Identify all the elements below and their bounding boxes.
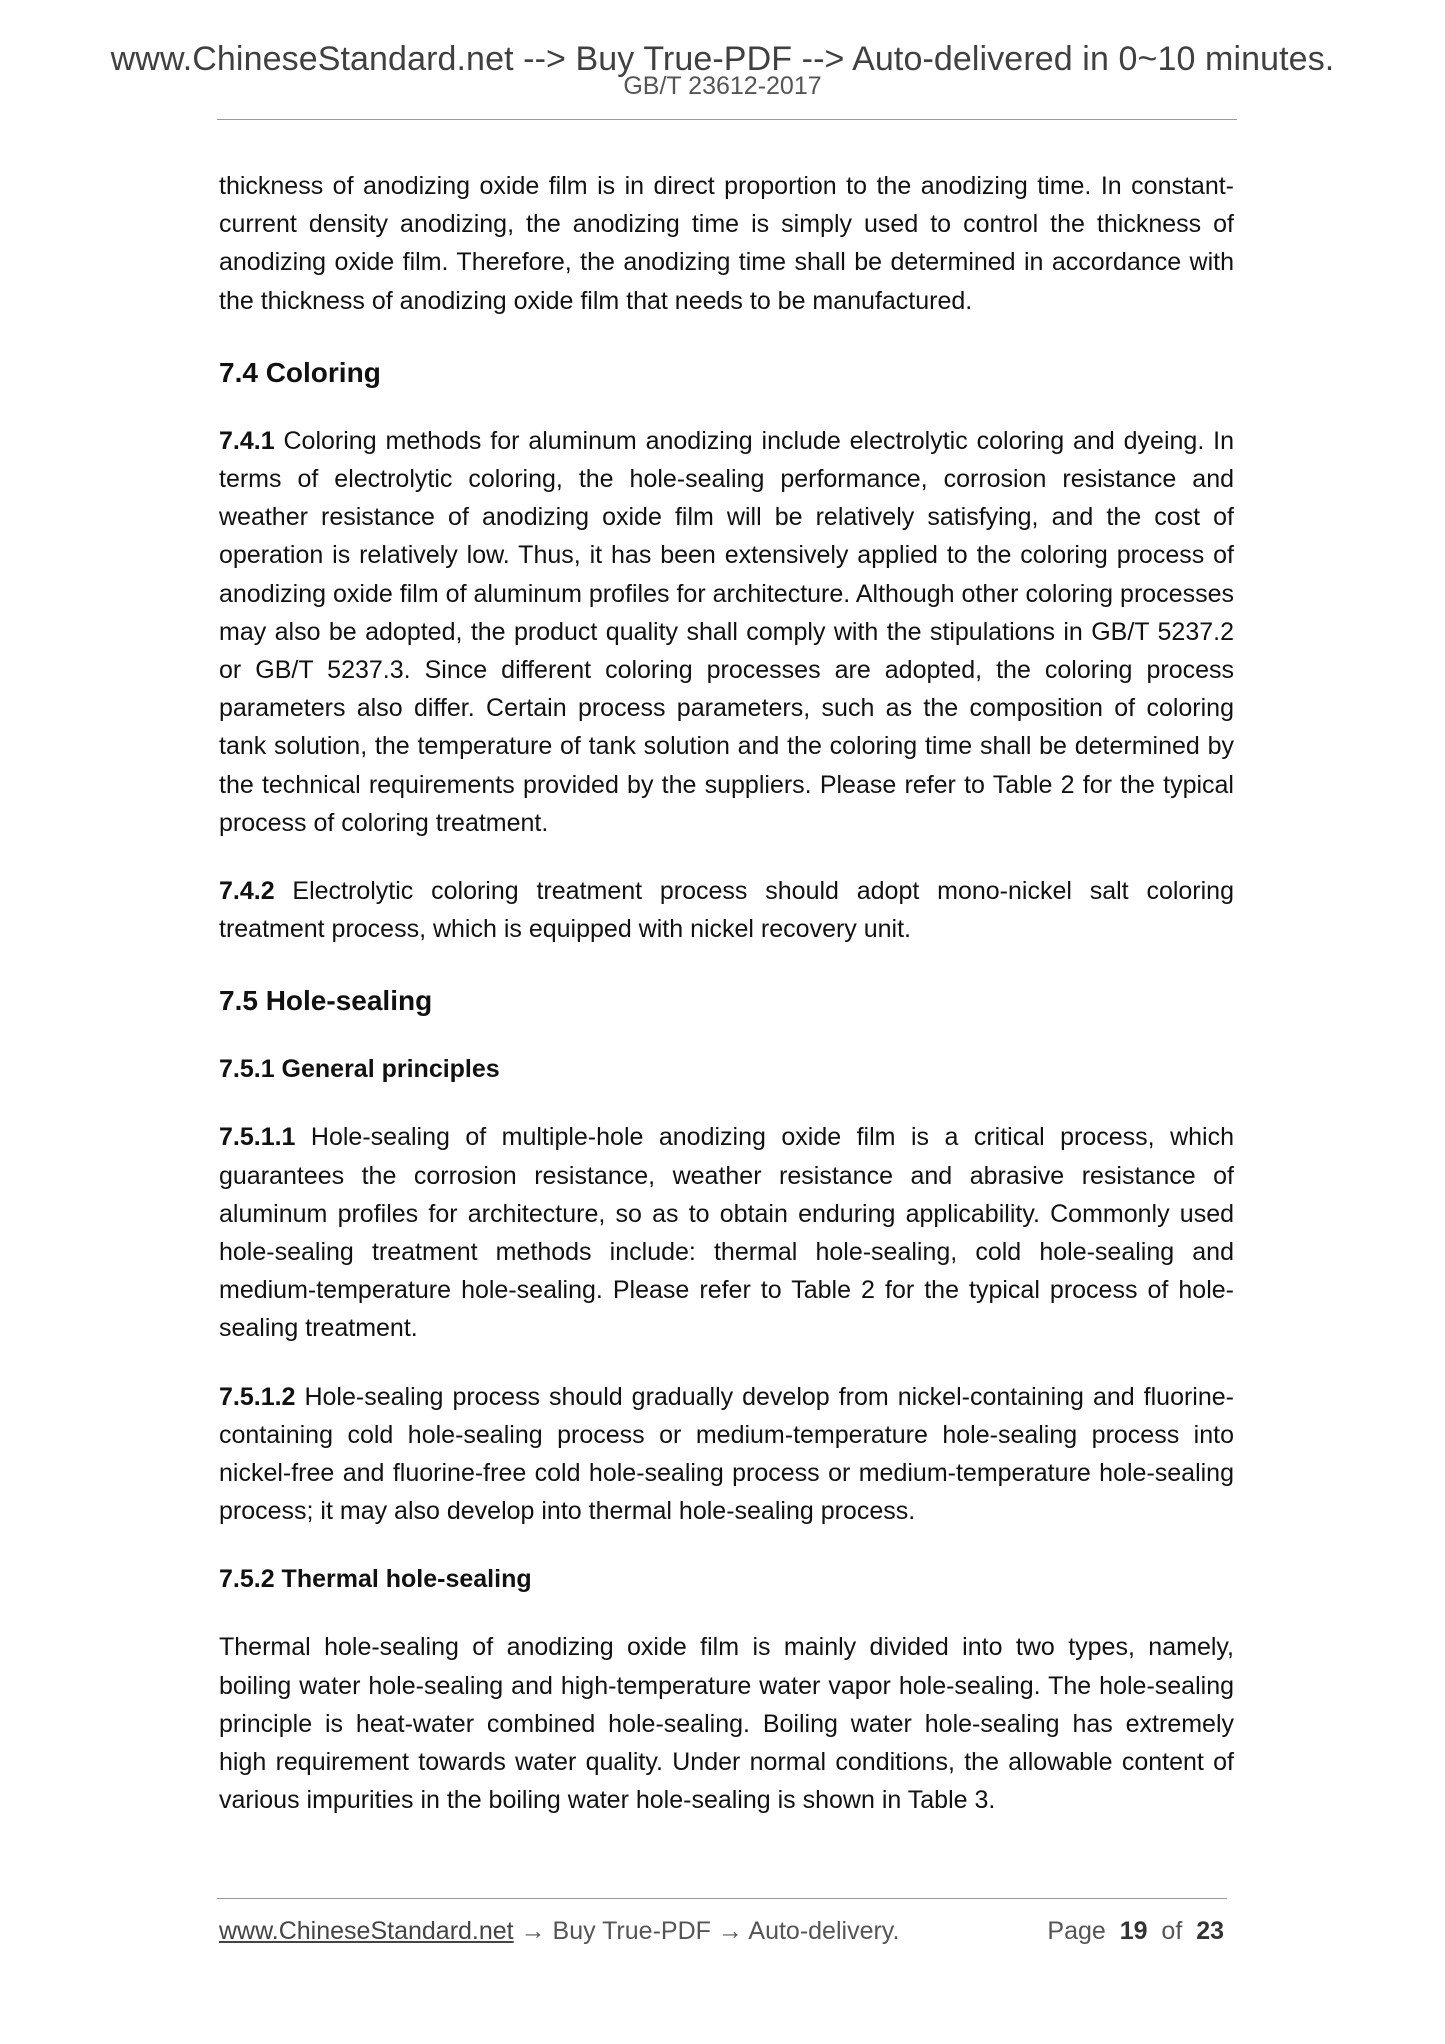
- clause-7-4-2: [219, 872, 1234, 948]
- section-7-5-1-heading: 7.5.1 General principles: [219, 1055, 500, 1084]
- header-divider: [217, 119, 1237, 120]
- footer-promo: [219, 1917, 899, 1946]
- clause-text: Hole-sealing of multiple-hole anodizing oxide film is a critical process, which guarantees the corrosion resistance, weather resistance and abrasive resistance of aluminum profiles for architecture, so as to obtain enduring applicability. Commonly used hole-sealing treatment methods include: thermal hole-sealing, cold hole-sealing and medium-temperature hole-sealing. Please refer to Table 2 for the typical process of hole-sealing treatment.: [219, 1123, 1234, 1343]
- section-7-4-heading: 7.4 Coloring: [219, 356, 381, 388]
- clause-number: 7.5.1.1: [219, 1123, 296, 1152]
- page-footer: [219, 1917, 1234, 1957]
- footer-divider: [217, 1898, 1227, 1899]
- footer-tail-text: → Buy True-PDF → Auto-delivery.: [513, 1917, 900, 1945]
- page-current: 19: [1119, 1917, 1148, 1945]
- section-7-5-heading: 7.5 Hole-sealing: [219, 985, 433, 1017]
- section-7-5-2-heading: 7.5.2 Thermal hole-sealing: [219, 1565, 532, 1594]
- clause-text: Hole-sealing process should gradually develop from nickel-containing and fluorine-containing cold hole-sealing process or medium-temperature hole-sealing process into nickel-free and fluorine-free cold hole-sealing process or medium-temperature hole-sealing process; it may also develop into thermal hole-sealing process.: [219, 1382, 1234, 1526]
- document-number: GB/T 23612-2017: [623, 72, 822, 100]
- clause-text: Coloring methods for aluminum anodizing include electrolytic coloring and dyeing. In terms of electrolytic coloring, the hole-sealing performance, corrosion resistance and weather resistance of anodizing oxide film will be relatively satisfying, and the cost of operation is relatively low. Thus, it has been extensively applied to the coloring process of anodizing oxide film of aluminum profiles for architecture. Although other coloring processes may also be adopted, the product quality shall comply with the stipulations in GB/T 5237.2 or GB/T 5237.3. Since different coloring processes are adopted, the coloring process parameters also differ. Certain process parameters, such as the composition of coloring tank solution, the temperature of tank solution and the coloring time shall be determined by the technical requirements provided by the suppliers. Please refer to Table 2 for the typical process of coloring treatment.: [219, 426, 1234, 837]
- clause-7-5-1-2: [219, 1378, 1234, 1531]
- page-body: [219, 167, 1234, 1850]
- site-link[interactable]: www.ChineseStandard.net: [219, 1917, 514, 1945]
- clause-number: 7.4.2: [219, 877, 275, 906]
- clause-number: 7.4.1: [219, 426, 275, 455]
- page-total: 23: [1196, 1917, 1224, 1945]
- page-label: Page: [1047, 1917, 1106, 1945]
- intro-paragraph: thickness of anodizing oxide film is in direct proportion to the anodizing time. In constant-current density anodizing, the anodizing time is simply used to control the thickness of anodizing oxide film. Therefore, the anodizing time shall be determined in accordance with the thickness of anodizing oxide film that needs to be manufactured.: [219, 172, 1234, 315]
- of-label: of: [1161, 1917, 1183, 1945]
- page-indicator: [1047, 1917, 1224, 1946]
- clause-text: Electrolytic coloring treatment process should adopt mono-nickel salt coloring treatment process, which is equipped with nickel recovery unit.: [219, 877, 1234, 944]
- thermal-hole-sealing-paragraph: Thermal hole-sealing of anodizing oxide film is mainly divided into two types, namely, boiling water hole-sealing and high-temperature water vapor hole-sealing. The hole-sealing principle is heat-water combined hole-sealing. Boiling water hole-sealing has extremely high requirement towards water quality. Under normal conditions, the allowable content of various impurities in the boiling water hole-sealing is shown in Table 3.: [219, 1633, 1234, 1815]
- clause-number: 7.5.1.2: [219, 1382, 296, 1411]
- clause-7-4-1: [219, 422, 1234, 842]
- clause-7-5-1-1: [219, 1118, 1234, 1347]
- top-banner: www.ChineseStandard.net --> Buy True-PDF --> Auto-delivered in 0~10 minutes.: [110, 40, 1335, 78]
